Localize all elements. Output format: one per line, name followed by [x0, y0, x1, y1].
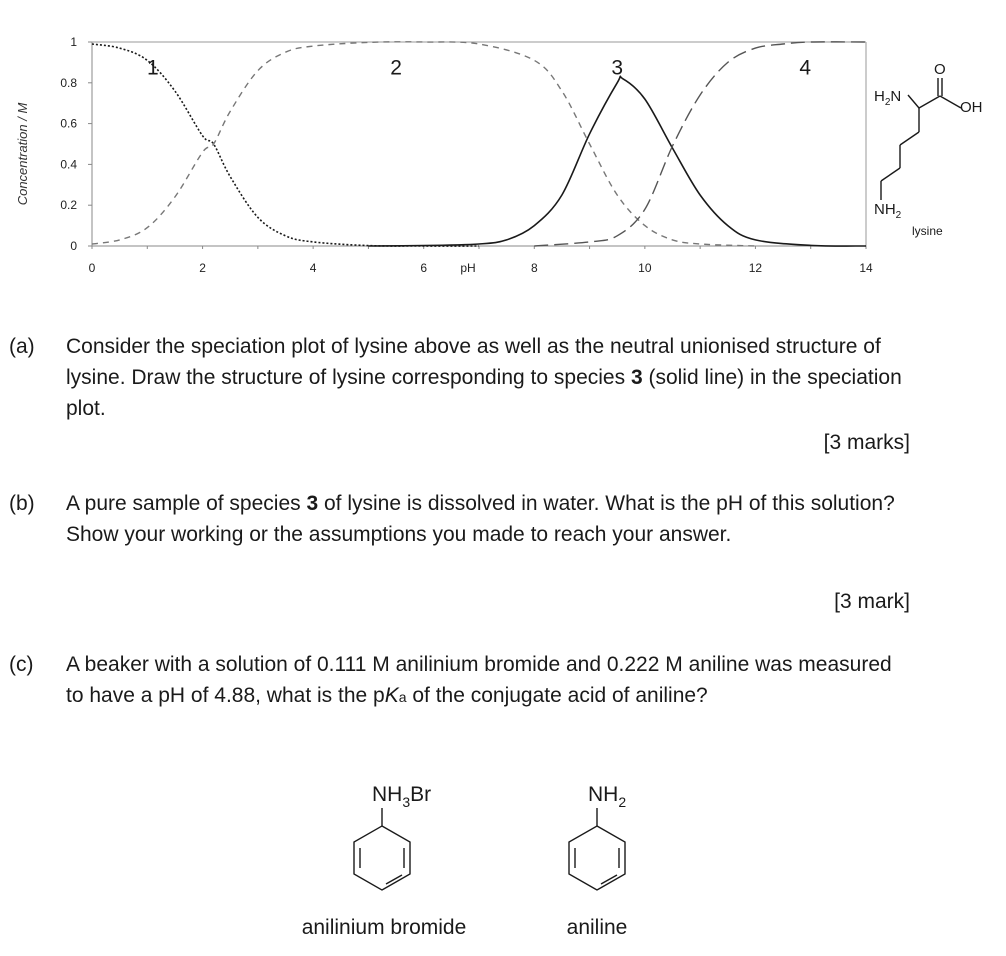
- chart-series-labels: [147, 56, 811, 79]
- y-tick-label: 0: [70, 239, 77, 253]
- x-tick-label: 14: [859, 261, 873, 275]
- anilinium-group-label: $NH_3Br$: [372, 783, 432, 810]
- question-c-text: A beaker with a solution of 0.111 M anilinium bromide and 0.222 M aniline was measured to have a pH of 4.88, what is the pKa of the conjugate acid of aniline?: [66, 653, 892, 707]
- series-label-4: 4: [799, 56, 812, 80]
- y-tick-label: 0.4: [60, 157, 77, 172]
- series-2-line: [92, 42, 755, 246]
- anilinium-bromide-structure: [354, 808, 410, 890]
- x-tick-label: 0: [88, 261, 96, 275]
- x-tick-label: 8: [530, 261, 538, 275]
- question-b-marks: [3 mark]: [834, 590, 910, 613]
- y-tick-label: 0.8: [60, 75, 77, 90]
- y-tick-label: 0.6: [60, 116, 77, 131]
- lysine-o-label: O: [934, 61, 946, 78]
- series-label-3: 3: [611, 56, 624, 80]
- question-a-text: Consider the speciation plot of lysine above as well as the neutral unionised structure of lysine. Draw the structure of lysine corresponding to species 3 (solid line) in the speciation plot.: [66, 335, 902, 420]
- question-a-marks: [3 marks]: [823, 431, 910, 454]
- y-axis-label: Concentration / M: [15, 102, 30, 206]
- y-tick-label: 0.2: [60, 198, 77, 213]
- series-4-line: [534, 42, 866, 246]
- x-tick-label: 6: [420, 261, 428, 275]
- speciation-chart: [15, 35, 873, 275]
- question-c-label: (c): [9, 653, 34, 676]
- x-tick-label: 10: [638, 261, 652, 275]
- x-tick-label: 12: [748, 261, 763, 275]
- lysine-nh2-label: $NH_2$: [874, 201, 902, 221]
- x-axis-label: pH: [460, 261, 476, 275]
- lysine-name: lysine: [912, 224, 943, 238]
- x-tick-label: 2: [199, 261, 206, 275]
- chart-series: [92, 42, 866, 246]
- aniline-structure: [569, 808, 625, 890]
- y-tick-label: 1: [70, 35, 77, 49]
- series-label-1: 1: [146, 56, 159, 80]
- series-3-line: [368, 76, 866, 246]
- lysine-labels: [874, 61, 983, 238]
- aniline-name: aniline: [566, 916, 628, 939]
- anilinium-name: anilinium bromide: [301, 916, 467, 939]
- aniline-group-label: $NH_2$: [588, 783, 627, 810]
- question-a-label: (a): [9, 335, 35, 358]
- lysine-h2n-label: $H_2N$: [874, 88, 902, 108]
- question-b-text: A pure sample of species 3 of lysine is dissolved in water. What is the pH of this solution? Show your working or the assumptions you made to reach your answer.: [66, 492, 895, 546]
- series-label-2: 2: [390, 56, 402, 80]
- question-b-label: (b): [9, 492, 35, 515]
- lysine-oh-label: OH: [960, 99, 983, 116]
- x-tick-label: 4: [309, 261, 317, 275]
